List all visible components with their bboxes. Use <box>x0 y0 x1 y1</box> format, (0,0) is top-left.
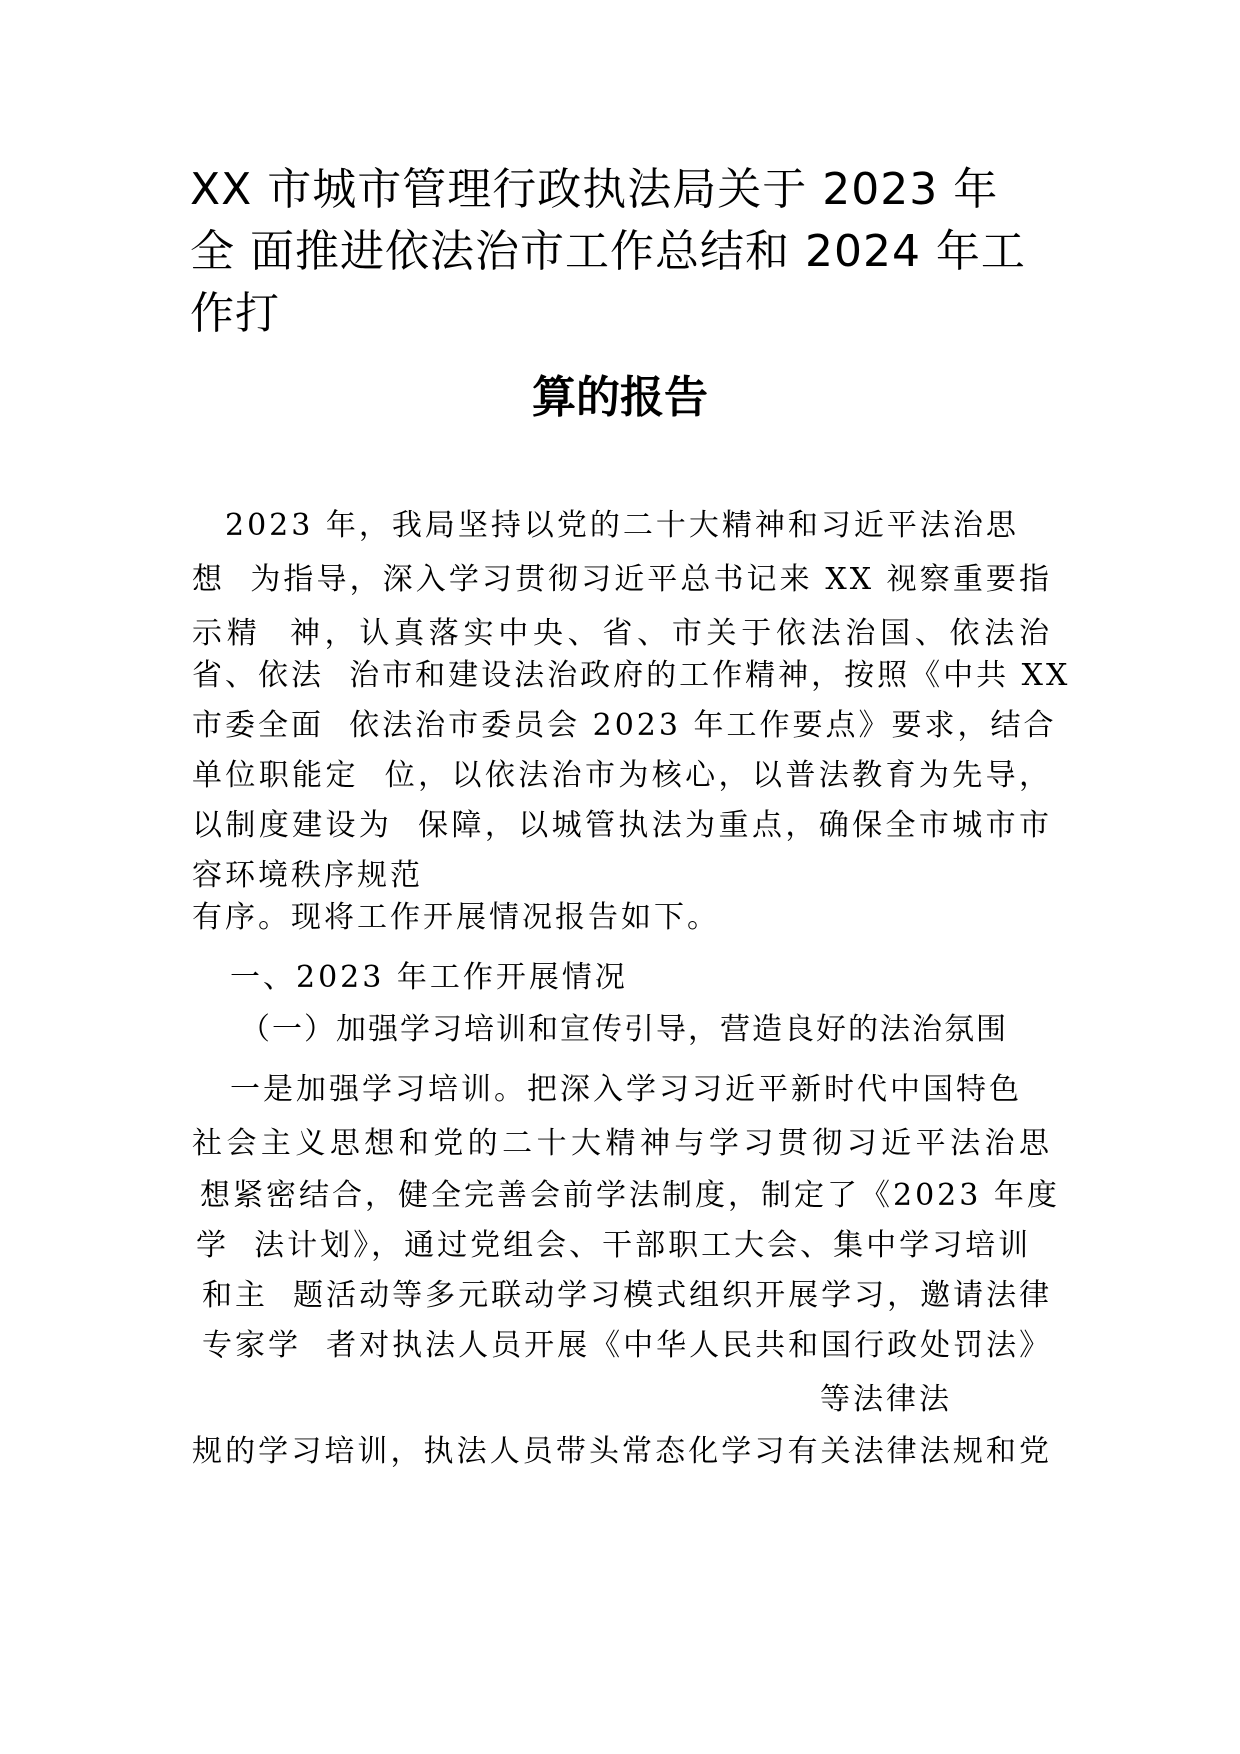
paragraph-1-line-9: 有序。现将工作开展情况报告如下。 <box>192 900 720 935</box>
paragraph-1-line-6: 单位职能定 位，以依法治市为核心，以普法教育为先导， <box>192 758 1052 793</box>
paragraph-1-line-3: 示精 神，认真落实中央、省、市关于依法治国、依法治 <box>192 616 1052 651</box>
paragraph-2-line-5: 和主 题活动等多元联动学习模式组织开展学习，邀请法律 <box>202 1278 1053 1313</box>
paragraph-2-line-8: 规的学习培训，执法人员带头常态化学习有关法律法规和党 <box>192 1434 1052 1469</box>
paragraph-1-line-7: 以制度建设为 保障，以城管执法为重点，确保全市城市市 <box>192 808 1052 843</box>
paragraph-2-line-2: 社会主义思想和党的二十大精神与学习贯彻习近平法治思 <box>192 1126 1052 1161</box>
title-second-part: 算的报告 <box>532 372 708 423</box>
subsection-1-heading: （一）加强学习培训和宣传引导，营造良好的法治氛围 <box>240 1012 1008 1047</box>
paragraph-2-line-3: 想紧密结合，健全完善会前学法制度，制定了《2023 年度 <box>200 1178 1060 1213</box>
paragraph-2-line-6: 专家学 者对执法人员开展《中华人民共和国行政处罚法》 <box>202 1328 1053 1363</box>
title-line-1: XX 市城市管理行政执法局关于 2023 年 <box>190 164 999 215</box>
paragraph-1-line-8: 容环境秩序规范 <box>192 858 423 893</box>
paragraph-1-line-5: 市委全面 依法治市委员会 2023 年工作要点》要求，结合 <box>192 708 1057 743</box>
paragraph-1-line-4: 省、依法 治市和建设法治政府的工作精神，按照《中共 XX <box>192 658 1071 693</box>
paragraph-2-line-4: 学 法计划》，通过党组会、干部职工大会、集中学习培训 <box>196 1228 1032 1263</box>
title-line-2: 全 面推进依法治市工作总结和 2024 年工 <box>190 226 1026 277</box>
paragraph-2-line-1: 一是加强学习培训。把深入学习习近平新时代中国特色 <box>230 1072 1022 1107</box>
section-1-heading: 一、2023 年工作开展情况 <box>230 960 628 995</box>
paragraph-1-line-2: 想 为指导，深入学习贯彻习近平总书记来 XX 视察重要指 <box>192 562 1052 597</box>
title-line-3: 作打 <box>190 288 280 339</box>
paragraph-2-line-7: 等法律法 <box>820 1382 952 1417</box>
paragraph-1-line-1: 2023 年，我局坚持以党的二十大精神和习近平法治思 <box>225 508 1019 543</box>
